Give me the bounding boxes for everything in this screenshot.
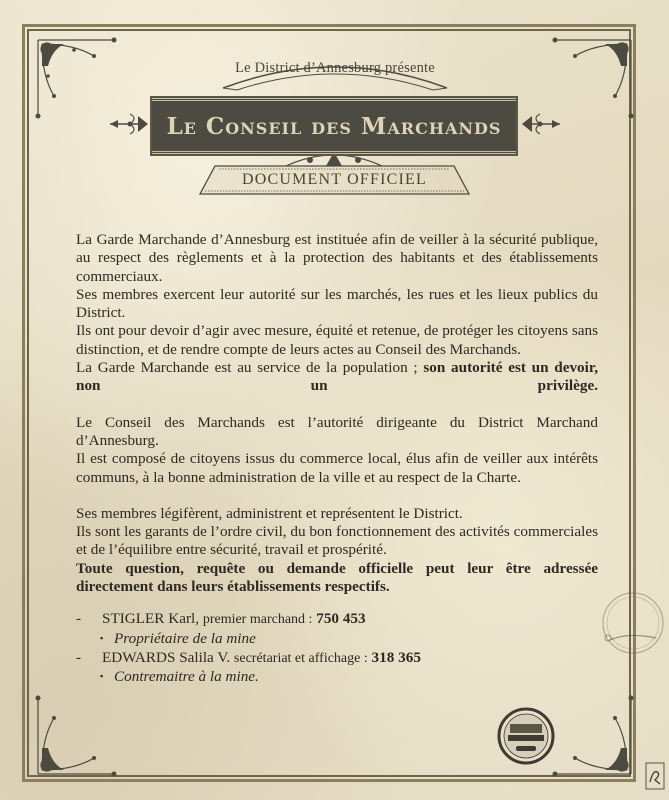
member-name: EDWARDS Salila V. [102, 648, 231, 666]
bullet-icon: ▪ [100, 671, 104, 682]
header-emblem [0, 40, 669, 210]
paragraph: Il est composé de citoyens issus du commerce local, élus afin de veiller aux intérêts communs, à la bonne administration de la ville et au respect de la Charte. [76, 450, 598, 486]
presents-text: Le District d’Annesburg présente [235, 60, 435, 76]
member-name: STIGLER Karl, [102, 610, 200, 628]
document-subtitle: DOCUMENT OFFICIEL [241, 171, 427, 188]
paragraph [76, 560, 598, 597]
list-subitem [76, 668, 598, 687]
signature-mark-icon [645, 762, 665, 790]
emphasis-text: Toute question, requête ou demande officielle peut leur être adressée directement dans leurs établissements respectifs. [76, 559, 598, 596]
member-role: premier marchand : [202, 612, 313, 628]
document-body [76, 231, 598, 688]
presents-ribbon [215, 52, 455, 92]
paragraph: Ses membres légifèrent, administrent et représentent le District. [76, 504, 463, 522]
list-item: - EDWARDS Salila V. secrétariat et affichage : 318 365 [76, 649, 598, 668]
side-ornament-icon [108, 110, 148, 138]
paragraph: La Garde Marchande est au service de la population ; son autorité est un devoir, non un privilège. [76, 359, 598, 395]
title-banner [152, 98, 516, 154]
embossed-seal-icon [598, 588, 668, 658]
paragraph: La Garde Marchande d’Annesburg est instituée afin de veiller à la sécurité publique, au respect des règlements et à la protection des habitants et des établissements commerciaux. [76, 231, 598, 285]
document-title: Le Conseil des Marchands [166, 112, 502, 140]
member-role: secrétariat et affichage : [233, 650, 368, 666]
paragraph: Ils sont les garants de l’ordre civil, du bon fonctionnement des activités commerciales et de l’équilibre entre sécurité, travail et prospérité. [76, 523, 598, 559]
subtitle-ribbon [197, 164, 472, 198]
list-item: - STIGLER Karl, premier marchand : 750 453 [76, 610, 598, 629]
member-note: Propriétaire de la mine [114, 629, 256, 647]
member-number: 318 365 [371, 648, 421, 666]
member-list [76, 610, 598, 687]
bullet-icon: ▪ [100, 632, 104, 643]
member-note: Contremaitre à la mine. [114, 668, 259, 686]
district-seal-icon [496, 706, 556, 766]
paragraph: Ils ont pour devoir d’agir avec mesure, équité et retenue, de protéger les citoyens sans distinction, et de rendre compte de leurs actes au Conseil des Marchands. [76, 322, 598, 358]
corner-ornament-icon [545, 688, 635, 778]
paragraph: Le Conseil des Marchands est l’autorité dirigeante du District Marchand d’Annesburg. [76, 413, 598, 449]
paragraph: Ses membres exercent leur autorité sur les marchés, les rues et les lieux publics du District. [76, 285, 598, 322]
side-ornament-icon [522, 110, 562, 138]
member-number: 750 453 [316, 610, 366, 628]
emphasis-text: son autorité est un devoir, non un privilège. [76, 359, 598, 395]
list-subitem [76, 630, 598, 649]
corner-ornament-icon [34, 688, 124, 778]
